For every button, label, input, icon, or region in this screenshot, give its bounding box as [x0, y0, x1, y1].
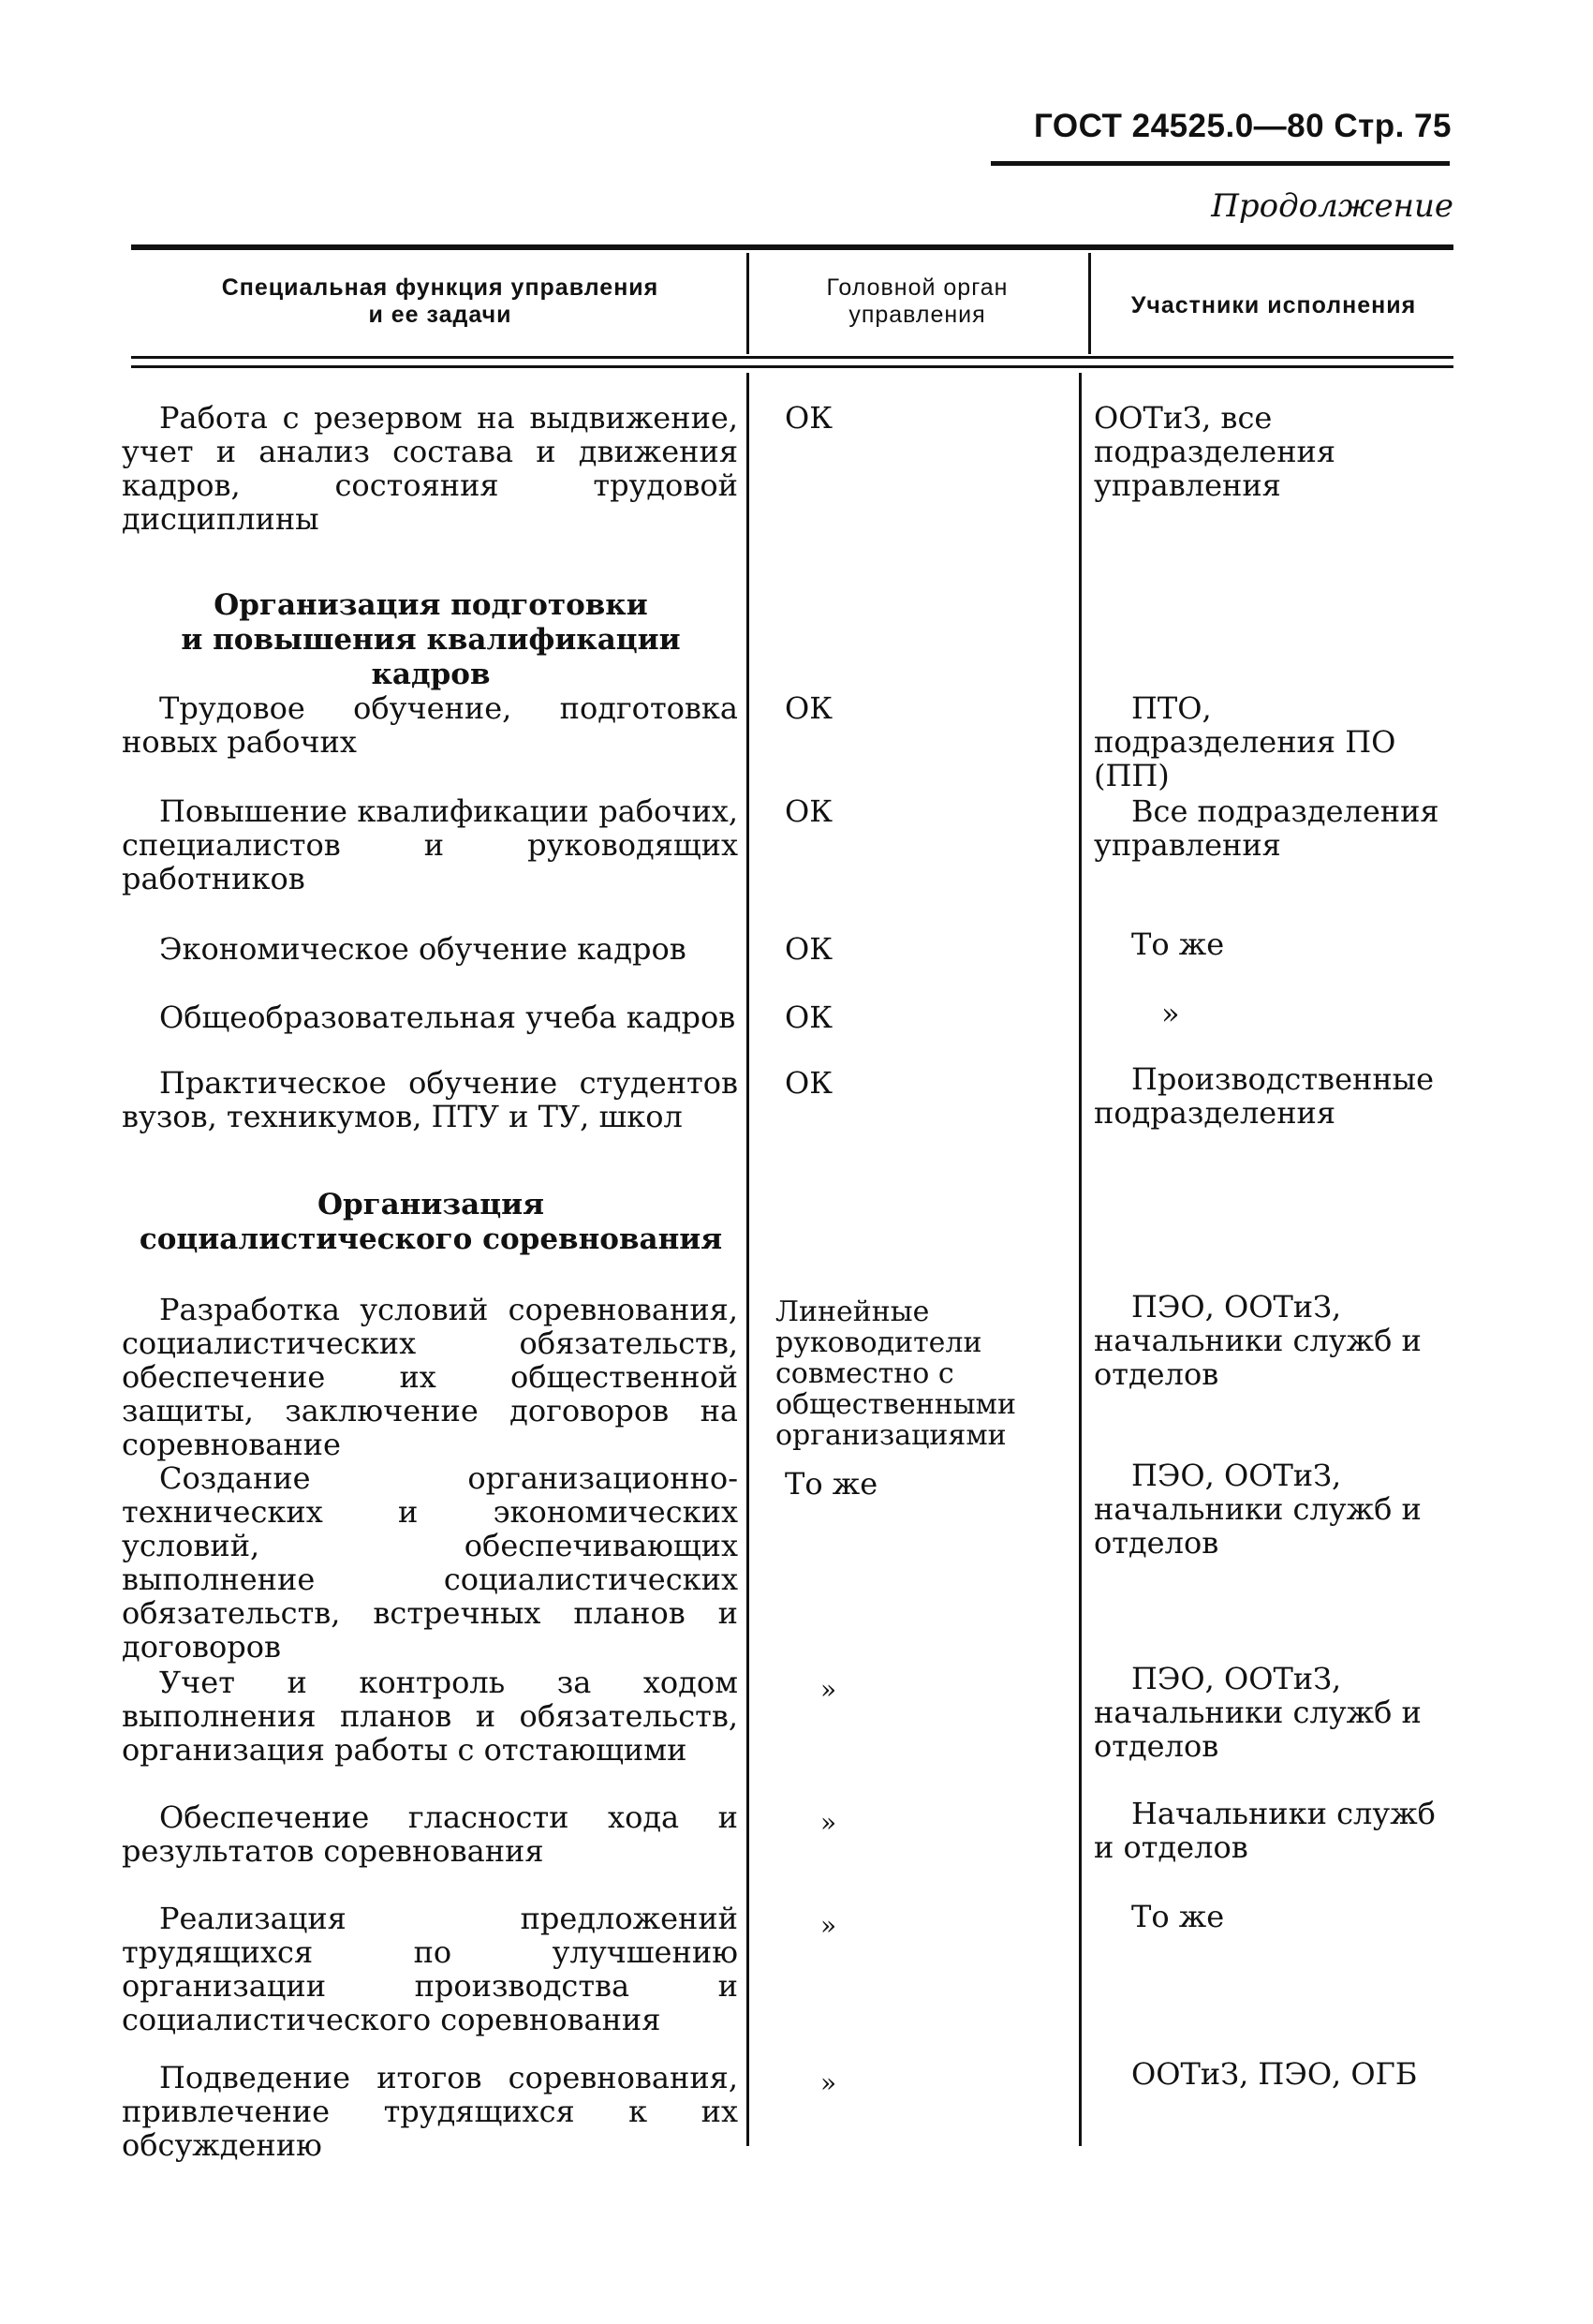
column-divider — [746, 373, 749, 2146]
section-title-line: социалистического соревнования — [139, 1222, 723, 1256]
table-row-participants: ООТиЗ, все подразделения управления — [1094, 400, 1336, 503]
column-divider — [1079, 373, 1082, 2146]
table-row-head: ОК — [785, 999, 833, 1035]
table-row-task: Создание организационно-технических и экономических условий, обеспечивающих выполнение социалистических обязательств, встречных планов и договоров — [122, 1460, 738, 1665]
column-header-line: Участники исполнения — [1130, 292, 1417, 318]
table-header-rule — [131, 356, 1453, 359]
table-row-task: Практическое обучение студентов вузов, техникумов, ПТУ и ТУ, школ — [122, 1065, 738, 1134]
column-header-head-organ — [751, 274, 1084, 329]
table-top-rule — [131, 244, 1453, 250]
table-row-task: Общеобразовательная учеба кадров — [159, 999, 736, 1035]
column-header-line: управления — [848, 302, 986, 328]
section-title-line: Организация — [317, 1188, 545, 1221]
table-row-head: ОК — [785, 400, 833, 436]
table-row-task: Обеспечение гласности хода и результатов соревнования — [122, 1799, 738, 1869]
column-header-line: Головной орган — [826, 274, 1009, 301]
table-row-task: Реализация предложений трудящихся по улучшению организации производства и социалистического соревнования — [122, 1901, 738, 2037]
table-row-head: ОК — [785, 793, 833, 829]
table-row-head: То же — [785, 1466, 878, 1502]
section-title-line: и повышения квалификации кадров — [181, 623, 681, 691]
table-row-task: Экономическое обучение кадров — [159, 931, 686, 967]
page-header: ГОСТ 24525.0—80 Стр. 75 — [1034, 108, 1452, 144]
table-row-head: ОК — [785, 931, 833, 967]
column-divider — [1088, 253, 1091, 354]
table-row-participants: То же — [1131, 1899, 1225, 1934]
column-header-line: и ее задачи — [368, 302, 512, 328]
table-row-task: Трудовое обучение, подготовка новых рабочих — [122, 690, 738, 760]
table-row-participants: ПЭО, ООТиЗ, начальники служб и отделов — [1094, 1661, 1422, 1764]
table-row-head: » — [820, 1910, 837, 1941]
table-row-task: Подведение итогов соревнования, привлечение трудящихся к их обсуждению — [122, 2060, 738, 2163]
table-row-participants: » — [1161, 996, 1180, 1031]
continuation-label: Продолжение — [1211, 187, 1453, 225]
table-row-head: ОК — [785, 1065, 833, 1101]
table-row-task: Работа с резервом на выдвижение, учет и анализ состава и движения кадров, состояния трудовой дисциплины — [122, 400, 738, 537]
table-row-participants: ПЭО, ООТиЗ, начальники служб и отделов — [1094, 1458, 1422, 1561]
table-row-participants: То же — [1131, 926, 1225, 962]
table-row-participants: ПЭО, ООТиЗ, начальники служб и отделов — [1094, 1289, 1422, 1392]
column-header-participants — [1094, 292, 1453, 319]
table-row-participants: Производственные подразделения — [1094, 1061, 1435, 1131]
table-row-head: Линейные руководители совместно с общественными организациями — [775, 1295, 1017, 1452]
table-row-head: » — [820, 1674, 837, 1705]
table-row-head: ОК — [785, 690, 833, 726]
table-row-participants: Начальники служб и отделов — [1094, 1796, 1436, 1865]
table-row-head: » — [820, 1807, 837, 1838]
table-row-head: » — [820, 2067, 837, 2098]
table-row-participants: ПТО, подразделения ПО (ПП) — [1094, 690, 1396, 793]
column-header-line: Специальная функция управления — [221, 274, 659, 301]
table-row-participants: ООТиЗ, ПЭО, ОГБ — [1131, 2056, 1418, 2092]
table-header-rule — [131, 365, 1453, 368]
table-row-task: Учет и контроль за ходом выполнения планов и обязательств, организация работы с отстающими — [122, 1665, 738, 1768]
table-row-participants: Все подразделения управления — [1094, 793, 1439, 863]
table-row-task: Повышение квалификации рабочих, специалистов и руководящих работников — [122, 793, 738, 896]
table-row-task: Разработка условий соревнования, социалистических обязательств, обеспечение их общественной защиты, заключение договоров на соревнование — [122, 1292, 738, 1462]
column-header-function — [140, 274, 740, 329]
header-rule — [991, 161, 1450, 166]
column-divider — [746, 253, 749, 354]
section-title-line: Организация подготовки — [214, 588, 648, 622]
section-title — [122, 588, 740, 692]
section-title — [122, 1188, 740, 1257]
